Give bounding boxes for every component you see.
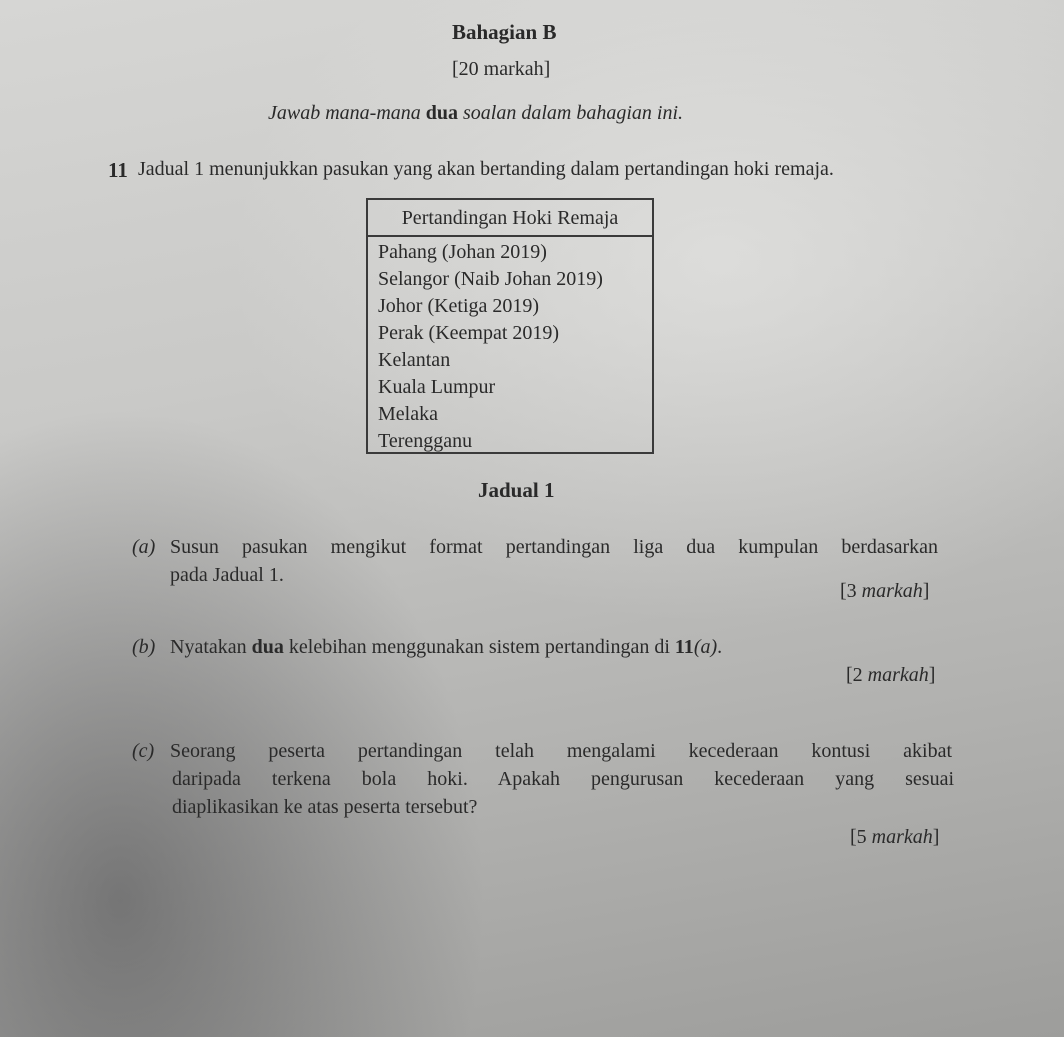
part-a-label-text: (a) [132,536,156,558]
part-b-post: kelebihan menggunakan sistem pertandingan di [283,636,675,658]
part-c-line2: daripada terkena bola hoki. Apakah pengurusan kecederaan yang sesuai [172,768,954,790]
part-c-label-text: (c) [132,740,155,762]
part-b-ref-num: 11 [674,636,694,658]
table-body [368,237,652,455]
instruction-pre: Jawab mana-mana [268,102,426,124]
part-b-marks [846,664,935,687]
part-a-line1: Susun pasukan mengikut format pertandingan liga dua kumpulan berdasarkan [170,536,938,558]
part-b-label-text: (b) [132,636,156,658]
part-b-pre: Nyatakan [170,636,252,658]
table-header: Pertandingan Hoki Remaja [368,200,652,237]
table-row: Pahang (Johan 2019) [378,241,547,263]
instruction-post: soalan dalam bahagian ini. [458,102,684,124]
table-row: Kelantan [378,349,451,371]
section-total-marks-text: [20 markah] [452,58,551,80]
part-a-marks-close: ] [922,580,930,602]
part-c-marks-word: markah [871,826,933,848]
instruction-bold: dua [425,102,459,124]
part-c-marks-close: ] [932,826,940,848]
part-a-line2: pada Jadual 1. [170,564,284,586]
part-a-marks-num: [3 [840,580,857,602]
part-b-ref-letter: (a) [693,636,718,658]
table-caption: Jadual 1 [478,478,555,502]
section-instruction [268,102,683,125]
table-row: Perak (Keempat 2019) [378,322,560,344]
part-a-marks-word: markah [861,580,923,602]
question-stem: Jadual 1 menunjukkan pasukan yang akan bertanding dalam pertandingan hoki remaja. [138,158,834,180]
part-c-label [132,740,154,763]
part-b-text [170,636,722,659]
part-c-marks [850,826,939,849]
table-row: Kuala Lumpur [378,376,496,398]
part-b-bold: dua [251,636,284,658]
question-number: 11 [108,158,128,182]
part-b-marks-close: ] [928,664,936,686]
section-title: Bahagian B [452,20,557,44]
part-c-line1: Seorang peserta pertandingan telah mengalami kecederaan kontusi akibat [170,740,952,762]
table-row: Terengganu [378,430,473,452]
table-row: Selangor (Naib Johan 2019) [378,268,603,290]
part-b-label [132,636,155,659]
part-c-marks-num: [5 [850,826,867,848]
table-row: Melaka [378,403,438,425]
part-b-marks-word: markah [867,664,929,686]
part-a-marks [840,580,929,603]
part-a-label [132,536,155,559]
part-b-marks-num: [2 [846,664,863,686]
table-row: Johor (Ketiga 2019) [378,295,540,317]
teams-table [366,198,654,454]
part-b-end: . [717,636,723,658]
part-c-line3: diaplikasikan ke atas peserta tersebut? [172,796,478,818]
section-total-marks [452,58,550,81]
